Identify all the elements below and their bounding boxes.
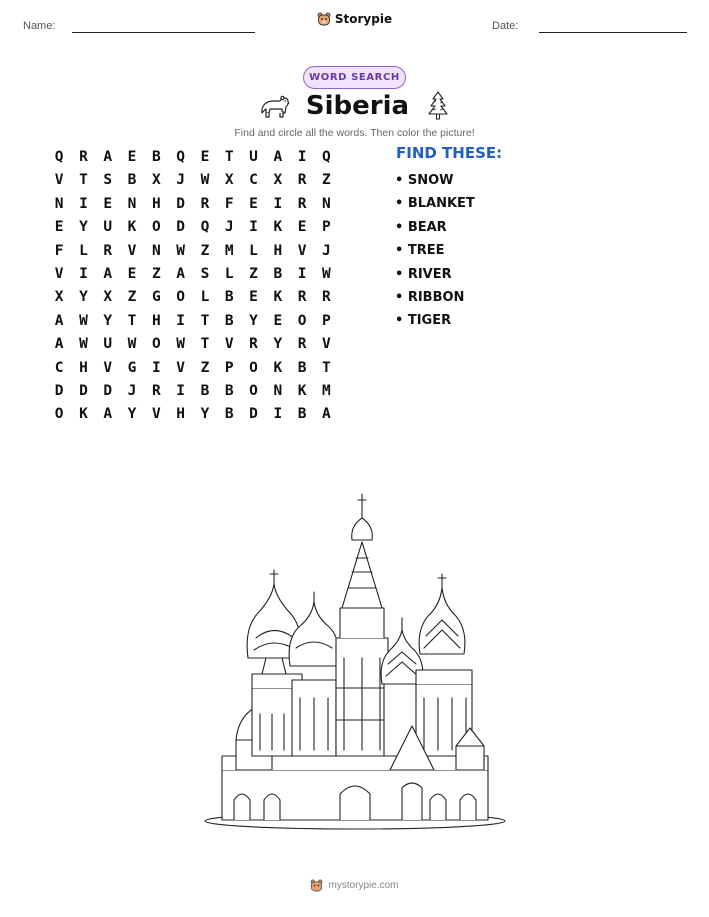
grid-letter[interactable]: R: [249, 336, 258, 353]
grid-letter[interactable]: H: [151, 312, 161, 329]
grid-letter[interactable]: C: [54, 359, 64, 376]
name-label: Name:: [23, 20, 56, 32]
grid-letter[interactable]: V: [297, 242, 307, 259]
grid-letter[interactable]: V: [322, 336, 331, 353]
title-row: [0, 90, 709, 122]
grid-letter[interactable]: H: [273, 242, 283, 259]
grid-letter[interactable]: I: [176, 312, 185, 329]
grid-letter[interactable]: A: [103, 406, 113, 423]
grid-letter[interactable]: G: [151, 289, 161, 306]
word-list: [395, 171, 475, 335]
date-line[interactable]: [539, 32, 687, 33]
grid-letter[interactable]: O: [249, 359, 258, 376]
grid-letter[interactable]: M: [224, 242, 234, 259]
grid-letter[interactable]: Z: [200, 242, 210, 259]
word-list-item: • BEAR: [395, 219, 447, 235]
grid-letter[interactable]: E: [200, 149, 210, 165]
find-these-heading: FIND THESE:: [396, 144, 503, 162]
grid-letter[interactable]: N: [151, 242, 161, 259]
grid-letter[interactable]: O: [54, 406, 64, 423]
grid-letter[interactable]: A: [322, 406, 331, 423]
grid-letter[interactable]: E: [273, 312, 283, 329]
grid-letter[interactable]: K: [273, 289, 283, 306]
grid-letter[interactable]: Z: [249, 265, 258, 282]
word-list-item: • RIBBON: [395, 289, 465, 305]
grid-letter[interactable]: A: [54, 336, 64, 353]
grid-letter[interactable]: N: [54, 195, 64, 212]
grid-letter[interactable]: D: [249, 406, 258, 423]
brand-header: [0, 12, 709, 26]
grid-letter[interactable]: F: [224, 195, 234, 212]
grid-letter[interactable]: Y: [79, 219, 88, 236]
footer-url[interactable]: mystorypie.com: [328, 880, 399, 891]
grid-letter[interactable]: I: [297, 265, 307, 282]
grid-letter[interactable]: U: [103, 219, 113, 236]
grid-letter[interactable]: Z: [322, 172, 331, 189]
grid-letter[interactable]: Z: [127, 289, 137, 306]
grid-letter[interactable]: Y: [273, 336, 283, 353]
grid-letter[interactable]: R: [297, 172, 307, 189]
grid-letter[interactable]: N: [322, 195, 331, 212]
cathedral-coloring-picture: [200, 488, 510, 833]
grid-letter[interactable]: R: [297, 336, 307, 353]
grid-letter[interactable]: T: [127, 312, 137, 329]
grid-letter[interactable]: J: [176, 172, 185, 189]
grid-letter[interactable]: E: [249, 289, 258, 306]
grid-letter[interactable]: N: [273, 382, 283, 399]
grid-letter[interactable]: D: [176, 195, 185, 212]
grid-letter[interactable]: K: [297, 382, 307, 399]
grid-letter[interactable]: I: [273, 406, 283, 423]
page-title: Siberia: [305, 91, 410, 121]
word-list-item: • SNOW: [395, 173, 454, 188]
grid-letter[interactable]: Y: [127, 406, 137, 423]
grid-letter[interactable]: I: [297, 149, 307, 165]
grid-letter[interactable]: Q: [322, 149, 331, 165]
grid-letter[interactable]: W: [322, 265, 331, 282]
grid-letter[interactable]: J: [127, 382, 137, 399]
bear-icon: [258, 91, 290, 121]
grid-letter[interactable]: B: [297, 406, 307, 423]
grid-letter[interactable]: E: [297, 219, 307, 236]
grid-letter[interactable]: X: [224, 172, 234, 189]
pine-tree-icon: [425, 90, 451, 122]
grid-letter[interactable]: R: [79, 149, 88, 165]
grid-letter[interactable]: I: [176, 382, 185, 399]
grid-letter[interactable]: A: [176, 265, 185, 282]
grid-letter[interactable]: B: [224, 382, 234, 399]
grid-letter[interactable]: H: [151, 195, 161, 212]
grid-letter[interactable]: V: [151, 406, 161, 423]
grid-letter[interactable]: W: [176, 336, 185, 353]
grid-letter[interactable]: K: [79, 406, 88, 423]
grid-letter[interactable]: V: [54, 172, 64, 189]
grid-letter[interactable]: O: [176, 289, 185, 306]
grid-letter[interactable]: U: [249, 149, 258, 165]
grid-letter[interactable]: X: [103, 289, 113, 306]
word-list-item: • TREE: [395, 243, 445, 259]
grid-letter[interactable]: B: [200, 382, 210, 399]
grid-letter[interactable]: J: [224, 219, 234, 236]
grid-letter[interactable]: R: [103, 242, 113, 259]
grid-letter[interactable]: R: [151, 382, 161, 399]
instructions: Find and circle all the words. Then color the picture!: [234, 127, 475, 139]
grid-letter[interactable]: M: [322, 382, 331, 399]
grid-letter[interactable]: V: [103, 359, 113, 376]
grid-letter[interactable]: O: [249, 382, 258, 399]
grid-letter[interactable]: Y: [79, 289, 88, 306]
grid-letter[interactable]: L: [200, 289, 210, 306]
grid-letter[interactable]: B: [127, 172, 137, 189]
grid-letter[interactable]: P: [322, 219, 331, 236]
storypie-footer-logo-icon: [310, 879, 323, 892]
brand-name: Storypie: [334, 12, 393, 26]
grid-letter[interactable]: T: [200, 312, 210, 329]
grid-letter[interactable]: I: [249, 219, 258, 236]
grid-letter[interactable]: G: [127, 359, 137, 376]
grid-letter[interactable]: T: [200, 336, 210, 353]
name-line[interactable]: [72, 32, 255, 33]
grid-letter[interactable]: R: [322, 289, 331, 306]
grid-letter[interactable]: R: [200, 195, 210, 212]
grid-letter[interactable]: I: [79, 195, 88, 212]
grid-letter[interactable]: Z: [200, 359, 210, 376]
grid-letter[interactable]: D: [79, 382, 88, 399]
grid-letter[interactable]: Q: [176, 149, 185, 165]
grid-letter[interactable]: B: [224, 406, 234, 423]
grid-letter[interactable]: O: [151, 336, 161, 353]
grid-letter[interactable]: H: [176, 406, 185, 423]
word-search-grid[interactable]: [47, 146, 339, 427]
date-label: Date:: [492, 20, 519, 32]
grid-letter[interactable]: V: [127, 242, 137, 259]
grid-letter[interactable]: B: [297, 359, 307, 376]
grid-letter[interactable]: P: [322, 312, 331, 329]
grid-letter[interactable]: K: [273, 219, 283, 236]
grid-letter[interactable]: L: [79, 242, 88, 259]
grid-letter[interactable]: V: [224, 336, 234, 353]
grid-letter[interactable]: S: [200, 265, 210, 282]
grid-letter[interactable]: E: [249, 195, 258, 212]
grid-letter[interactable]: V: [54, 265, 64, 282]
grid-letter[interactable]: W: [176, 242, 185, 259]
grid-letter[interactable]: I: [151, 359, 161, 376]
grid-letter[interactable]: E: [127, 265, 137, 282]
grid-letter[interactable]: D: [54, 382, 64, 399]
grid-letter[interactable]: B: [224, 312, 234, 329]
storypie-logo-icon: [317, 12, 331, 26]
grid-letter[interactable]: W: [79, 312, 88, 329]
word-list-item: • RIVER: [395, 266, 452, 282]
grid-letter[interactable]: Q: [54, 149, 64, 165]
footer: [0, 879, 709, 892]
grid-letter[interactable]: B: [224, 289, 234, 306]
grid-letter[interactable]: E: [127, 149, 137, 165]
grid-letter[interactable]: X: [54, 289, 64, 306]
grid-letter[interactable]: Q: [200, 219, 210, 236]
grid-letter[interactable]: E: [103, 195, 113, 212]
grid-letter[interactable]: S: [103, 172, 113, 189]
grid-letter[interactable]: R: [297, 289, 307, 306]
grid-letter[interactable]: C: [249, 172, 258, 189]
grid-letter[interactable]: F: [54, 242, 64, 259]
grid-letter[interactable]: O: [151, 219, 161, 236]
grid-letter[interactable]: O: [297, 312, 307, 329]
grid-letter[interactable]: I: [273, 195, 283, 212]
grid-letter[interactable]: A: [54, 312, 64, 329]
grid-letter[interactable]: T: [79, 172, 88, 189]
grid-letter[interactable]: W: [200, 172, 210, 189]
grid-letter[interactable]: U: [103, 336, 113, 353]
grid-letter[interactable]: Z: [151, 265, 161, 282]
grid-letter[interactable]: D: [176, 219, 185, 236]
grid-letter[interactable]: H: [79, 359, 88, 376]
word-list-item: • BLANKET: [395, 196, 475, 212]
grid-letter[interactable]: P: [224, 359, 234, 376]
word-list-item: • TIGER: [395, 313, 452, 329]
grid-letter[interactable]: K: [127, 219, 137, 236]
grid-letter[interactable]: K: [273, 359, 283, 376]
grid-letter[interactable]: W: [79, 336, 88, 353]
grid-letter[interactable]: A: [273, 149, 283, 165]
grid-letter[interactable]: Y: [103, 312, 113, 329]
grid-letter[interactable]: W: [127, 336, 137, 353]
grid-letter[interactable]: N: [127, 195, 137, 212]
word-search-badge: WORD SEARCH: [303, 66, 406, 89]
grid-letter[interactable]: V: [176, 359, 185, 376]
grid-letter[interactable]: L: [249, 242, 258, 259]
grid-letter[interactable]: D: [103, 382, 113, 399]
grid-letter[interactable]: A: [103, 265, 113, 282]
grid-letter[interactable]: Y: [249, 312, 258, 329]
grid-letter[interactable]: I: [79, 265, 88, 282]
grid-letter[interactable]: A: [103, 149, 113, 165]
grid-letter[interactable]: X: [273, 172, 283, 189]
grid-letter[interactable]: X: [151, 172, 161, 189]
grid-letter[interactable]: B: [151, 149, 161, 165]
grid-letter[interactable]: E: [54, 219, 64, 236]
grid-letter[interactable]: T: [322, 359, 331, 376]
grid-letter[interactable]: L: [224, 265, 234, 282]
grid-letter[interactable]: T: [224, 149, 234, 165]
grid-letter[interactable]: B: [273, 265, 283, 282]
grid-letter[interactable]: R: [297, 195, 307, 212]
grid-letter[interactable]: J: [322, 242, 331, 259]
grid-letter[interactable]: Y: [200, 406, 210, 423]
